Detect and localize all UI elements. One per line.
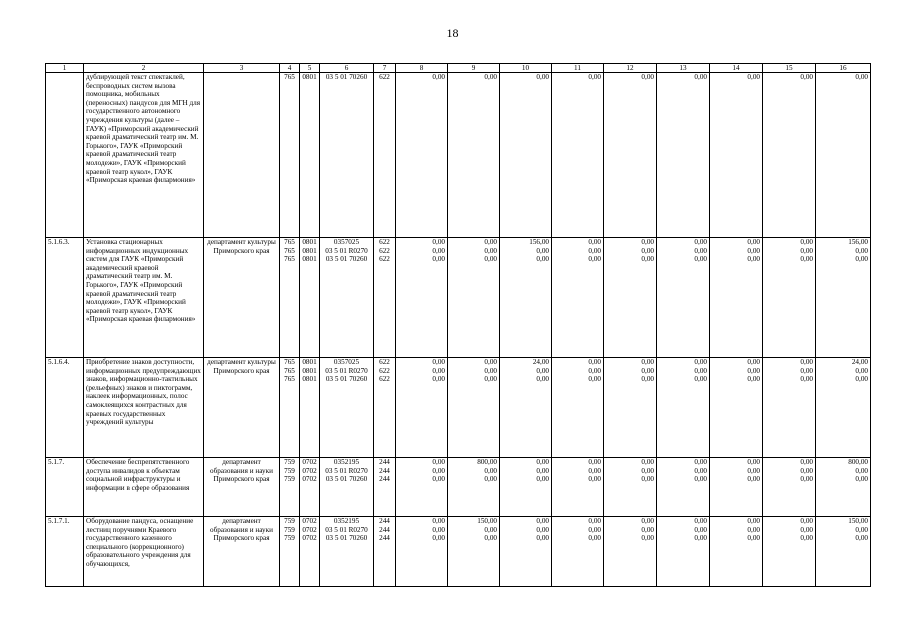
budget-table (45, 63, 871, 587)
value-line: 0,00 (641, 517, 654, 525)
value-line: 0,00 (484, 246, 497, 255)
value-cell (374, 517, 396, 587)
value-cell (300, 73, 320, 238)
value-cell (280, 517, 300, 587)
value-line: 244 (379, 466, 390, 475)
page-number: 18 (446, 26, 459, 40)
value-cell (396, 517, 448, 587)
value-line: 0,00 (747, 534, 760, 543)
value-line: 0702 (302, 534, 317, 543)
value-line: 0,00 (536, 458, 549, 466)
value-line: 0,00 (536, 525, 549, 534)
value-line: 622 (379, 358, 390, 366)
value-cell (300, 238, 320, 358)
value-line: 622 (379, 366, 390, 375)
table-body (46, 73, 871, 587)
item-name: Приобретение знаков доступности, информационных предупреждающих знаков, информационно-тактильных (рельефных) знаков и пиктограмм, наклеек информационных, полос самоклеящихся контрастных для краевых государственных учреждений культуры (84, 358, 204, 458)
value-cell (552, 73, 604, 238)
value-cell (396, 358, 448, 458)
value-line: 0,00 (588, 246, 601, 255)
value-line: 0,00 (855, 73, 868, 81)
value-line: 0357025 (333, 358, 360, 366)
value-line: 0,00 (432, 366, 445, 375)
value-line: 03 5 01 R0270 (325, 525, 368, 534)
value-line: 0,00 (800, 73, 813, 81)
value-cell (280, 358, 300, 458)
value-cell (710, 238, 763, 358)
value-line: 765 (284, 366, 295, 375)
value-line: 0,00 (588, 358, 601, 366)
value-line: 0,00 (747, 358, 760, 366)
value-line: 0,00 (641, 466, 654, 475)
value-line: 0,00 (694, 358, 707, 366)
column-header: 12 (604, 64, 657, 73)
value-cell (657, 517, 710, 587)
item-number: 5.1.7. (46, 458, 84, 517)
value-line: 0,00 (641, 375, 654, 384)
value-cell (280, 238, 300, 358)
value-line: 765 (284, 246, 295, 255)
table-row (46, 458, 871, 517)
value-cell (763, 73, 816, 238)
value-cell (500, 517, 552, 587)
value-line: 0,00 (694, 366, 707, 375)
value-line: 0,00 (800, 534, 813, 543)
value-line: 0,00 (588, 366, 601, 375)
item-executor: департамент образования и науки Приморского края (204, 517, 280, 587)
value-line: 0,00 (432, 525, 445, 534)
value-line: 0702 (302, 458, 317, 466)
value-cell (500, 458, 552, 517)
value-line: 0,00 (432, 466, 445, 475)
value-cell (552, 458, 604, 517)
value-line: 0,00 (536, 366, 549, 375)
value-line: 0,00 (694, 534, 707, 543)
value-cell (374, 358, 396, 458)
value-cell (300, 358, 320, 458)
value-line: 0,00 (641, 73, 654, 81)
value-cell (763, 358, 816, 458)
value-line: 765 (284, 255, 295, 264)
column-header: 14 (710, 64, 763, 73)
value-cell (763, 238, 816, 358)
column-header: 15 (763, 64, 816, 73)
value-line: 0,00 (800, 525, 813, 534)
table-row (46, 73, 871, 238)
value-line: 0,00 (641, 525, 654, 534)
value-cell (396, 238, 448, 358)
value-line: 0,00 (855, 246, 868, 255)
value-line: 0801 (302, 246, 317, 255)
column-header: 9 (448, 64, 500, 73)
column-header: 6 (320, 64, 374, 73)
table-row (46, 238, 871, 358)
value-cell (500, 73, 552, 238)
value-line: 0,00 (641, 246, 654, 255)
value-line: 0,00 (747, 238, 760, 246)
value-cell (604, 458, 657, 517)
value-line: 759 (284, 525, 295, 534)
value-line: 0,00 (536, 466, 549, 475)
value-line: 0,00 (694, 238, 707, 246)
value-cell (374, 458, 396, 517)
value-line: 0,00 (432, 255, 445, 264)
value-cell (320, 458, 374, 517)
value-line: 150,00 (848, 517, 868, 525)
value-line: 0,00 (694, 517, 707, 525)
value-line: 0702 (302, 517, 317, 525)
value-line: 244 (379, 525, 390, 534)
value-cell (552, 238, 604, 358)
value-line: 765 (284, 73, 295, 81)
value-cell (604, 358, 657, 458)
value-line: 0,00 (800, 246, 813, 255)
value-line: 0,00 (855, 534, 868, 543)
value-line: 0,00 (484, 358, 497, 366)
value-line: 244 (379, 517, 390, 525)
value-line: 0,00 (800, 466, 813, 475)
value-line: 759 (284, 475, 295, 484)
value-cell (448, 358, 500, 458)
value-line: 0,00 (432, 358, 445, 366)
item-name: Обеспечение беспрепятственного доступа инвалидов к объектам социальной инфраструктуры и информации в сфере образования (84, 458, 204, 517)
value-cell (763, 458, 816, 517)
value-line: 0,00 (536, 255, 549, 264)
value-line: 0,00 (588, 238, 601, 246)
value-line: 622 (379, 375, 390, 384)
value-cell (320, 517, 374, 587)
value-line: 0,00 (588, 534, 601, 543)
value-line: 03 5 01 R0270 (325, 366, 368, 375)
value-cell (604, 517, 657, 587)
value-line: 03 5 01 70260 (325, 475, 368, 484)
value-line: 0,00 (432, 238, 445, 246)
value-line: 03 5 01 70260 (325, 255, 368, 264)
value-cell (500, 238, 552, 358)
value-line: 0801 (302, 358, 317, 366)
value-line: 0,00 (747, 255, 760, 264)
value-line: 0,00 (694, 475, 707, 484)
value-line: 0,00 (800, 255, 813, 264)
value-cell (396, 458, 448, 517)
value-line: 765 (284, 358, 295, 366)
value-line: 0,00 (484, 73, 497, 81)
value-line: 0702 (302, 525, 317, 534)
item-executor: департамент культуры Приморского края (204, 358, 280, 458)
column-header: 1 (46, 64, 84, 73)
value-line: 0,00 (747, 73, 760, 81)
value-line: 0,00 (800, 458, 813, 466)
value-line: 0801 (302, 73, 317, 81)
value-line: 759 (284, 458, 295, 466)
value-cell (448, 238, 500, 358)
column-header: 5 (300, 64, 320, 73)
value-line: 0,00 (432, 73, 445, 81)
value-line: 0,00 (588, 458, 601, 466)
value-line: 0,00 (641, 458, 654, 466)
value-line: 0,00 (432, 375, 445, 384)
value-line: 0,00 (694, 255, 707, 264)
column-header: 7 (374, 64, 396, 73)
value-line: 244 (379, 475, 390, 484)
value-line: 765 (284, 238, 295, 246)
value-line: 0,00 (432, 458, 445, 466)
value-cell (300, 517, 320, 587)
value-line: 622 (379, 246, 390, 255)
value-cell (448, 458, 500, 517)
value-line: 0,00 (855, 475, 868, 484)
value-cell (374, 238, 396, 358)
value-line: 0,00 (484, 466, 497, 475)
value-cell (300, 458, 320, 517)
value-line: 0,00 (694, 466, 707, 475)
value-cell (552, 517, 604, 587)
value-cell (448, 517, 500, 587)
value-line: 0,00 (588, 475, 601, 484)
value-line: 0702 (302, 466, 317, 475)
value-line: 0,00 (588, 517, 601, 525)
value-line: 0,00 (855, 525, 868, 534)
value-line: 0,00 (536, 375, 549, 384)
value-line: 765 (284, 375, 295, 384)
column-header: 10 (500, 64, 552, 73)
value-cell (816, 73, 871, 238)
value-line: 0,00 (432, 534, 445, 543)
value-cell (816, 458, 871, 517)
value-cell (816, 358, 871, 458)
value-line: 759 (284, 517, 295, 525)
item-executor (204, 73, 280, 238)
value-line: 0357025 (333, 238, 360, 246)
item-name: Установка стационарных информационных индукционных систем для ГАУК «Приморский академический краевой драматический театр им. М. Горького», ГАУК «Приморский краевой драматический театр молодежи», ГАУК «Приморский краевой театр кукол», ГАУК «Приморская краевая филармония» (84, 238, 204, 358)
value-line: 156,00 (529, 238, 549, 246)
value-line: 244 (379, 534, 390, 543)
item-executor: департамент культуры Приморского края (204, 238, 280, 358)
value-cell (604, 238, 657, 358)
value-line: 0352195 (333, 458, 360, 466)
value-line: 03 5 01 R0270 (325, 466, 368, 475)
value-line: 0,00 (588, 525, 601, 534)
column-header: 3 (204, 64, 280, 73)
value-line: 0,00 (432, 475, 445, 484)
value-cell (710, 358, 763, 458)
item-number (46, 73, 84, 238)
value-line: 0,00 (588, 73, 601, 81)
column-header: 8 (396, 64, 448, 73)
value-cell (657, 238, 710, 358)
value-line: 0,00 (484, 534, 497, 543)
item-number: 5.1.6.4. (46, 358, 84, 458)
value-line: 0,00 (536, 517, 549, 525)
value-cell (604, 73, 657, 238)
value-cell (500, 358, 552, 458)
value-line: 0,00 (588, 375, 601, 384)
value-cell (710, 73, 763, 238)
value-line: 244 (379, 458, 390, 466)
value-line: 622 (379, 255, 390, 264)
item-executor: департамент образования и науки Приморского края (204, 458, 280, 517)
value-line: 0,00 (484, 255, 497, 264)
value-line: 03 5 01 70260 (325, 534, 368, 543)
value-line: 0,00 (694, 525, 707, 534)
value-line: 0801 (302, 366, 317, 375)
value-line: 759 (284, 466, 295, 475)
value-line: 0,00 (641, 358, 654, 366)
value-cell (710, 517, 763, 587)
value-line: 0,00 (855, 375, 868, 384)
item-number: 5.1.6.3. (46, 238, 84, 358)
value-line: 759 (284, 534, 295, 543)
value-cell (816, 238, 871, 358)
value-line: 0702 (302, 475, 317, 484)
value-line: 0,00 (484, 525, 497, 534)
value-cell (657, 458, 710, 517)
value-line: 0,00 (747, 375, 760, 384)
value-line: 0,00 (484, 366, 497, 375)
value-line: 0,00 (432, 517, 445, 525)
column-header: 4 (280, 64, 300, 73)
value-line: 0,00 (800, 238, 813, 246)
value-line: 0,00 (694, 458, 707, 466)
value-line: 0,00 (484, 375, 497, 384)
value-line: 24,00 (532, 358, 549, 366)
value-cell (448, 73, 500, 238)
value-line: 0,00 (536, 475, 549, 484)
value-line: 0,00 (747, 458, 760, 466)
value-line: 03 5 01 R0270 (325, 246, 368, 255)
value-line: 0,00 (855, 255, 868, 264)
value-cell (552, 358, 604, 458)
value-line: 0,00 (536, 73, 549, 81)
value-line: 0,00 (484, 475, 497, 484)
value-cell (320, 238, 374, 358)
value-cell (320, 358, 374, 458)
value-line: 0,00 (747, 246, 760, 255)
value-line: 0,00 (484, 238, 497, 246)
value-line: 0801 (302, 238, 317, 246)
value-line: 0,00 (641, 366, 654, 375)
value-line: 800,00 (477, 458, 497, 466)
value-line: 0,00 (588, 466, 601, 475)
value-line: 156,00 (848, 238, 868, 246)
value-line: 622 (379, 73, 390, 81)
value-line: 0,00 (747, 475, 760, 484)
value-cell (374, 73, 396, 238)
value-line: 0801 (302, 255, 317, 264)
value-line: 03 5 01 70260 (325, 375, 368, 384)
value-line: 0,00 (694, 73, 707, 81)
value-line: 622 (379, 238, 390, 246)
value-line: 0,00 (855, 366, 868, 375)
value-cell (280, 73, 300, 238)
value-line: 0,00 (800, 517, 813, 525)
value-line: 0,00 (855, 466, 868, 475)
value-line: 0,00 (747, 466, 760, 475)
item-name: дублирующей текст спектаклей, беспроводных систем вызова помощника, мобильных (переносных) пандусов для МГН для государственного автономного учреждения культуры (далее – ГАУК) «Приморский академический краевой драматический театр им. М. Горького», ГАУК «Приморский краевой драматический театр молодежи», ГАУК «Приморский краевой театр кукол», ГАУК «Приморская краевая филармония» (84, 73, 204, 238)
value-line: 0,00 (641, 534, 654, 543)
value-line: 0,00 (536, 534, 549, 543)
value-line: 0,00 (694, 246, 707, 255)
item-number: 5.1.7.1. (46, 517, 84, 587)
table-row (46, 358, 871, 458)
item-name: Оборудование пандуса, оснащение лестниц поручнями Краевого государственного казенного специального (коррекционного) образовательного учреждения для обучающихся, (84, 517, 204, 587)
value-line: 0,00 (641, 255, 654, 264)
value-cell (710, 458, 763, 517)
value-line: 0,00 (641, 238, 654, 246)
value-line: 0801 (302, 375, 317, 384)
value-line: 150,00 (477, 517, 497, 525)
value-line: 0,00 (588, 255, 601, 264)
value-cell (657, 73, 710, 238)
header-row (46, 64, 871, 73)
column-header: 11 (552, 64, 604, 73)
value-line: 0,00 (747, 517, 760, 525)
column-header: 16 (816, 64, 871, 73)
value-line: 03 5 01 70260 (325, 73, 368, 81)
value-line: 0352195 (333, 517, 360, 525)
value-cell (320, 73, 374, 238)
value-line: 0,00 (800, 375, 813, 384)
value-cell (396, 73, 448, 238)
value-line: 0,00 (694, 375, 707, 384)
value-line: 0,00 (800, 475, 813, 484)
value-cell (280, 458, 300, 517)
value-cell (816, 517, 871, 587)
value-line: 0,00 (747, 525, 760, 534)
value-line: 0,00 (641, 475, 654, 484)
value-line: 0,00 (800, 366, 813, 375)
table-row (46, 517, 871, 587)
value-line: 0,00 (800, 358, 813, 366)
value-cell (763, 517, 816, 587)
value-line: 0,00 (432, 246, 445, 255)
value-line: 800,00 (848, 458, 868, 466)
value-line: 0,00 (747, 366, 760, 375)
value-line: 0,00 (536, 246, 549, 255)
value-line: 24,00 (851, 358, 868, 366)
column-header: 13 (657, 64, 710, 73)
value-cell (657, 358, 710, 458)
column-header: 2 (84, 64, 204, 73)
